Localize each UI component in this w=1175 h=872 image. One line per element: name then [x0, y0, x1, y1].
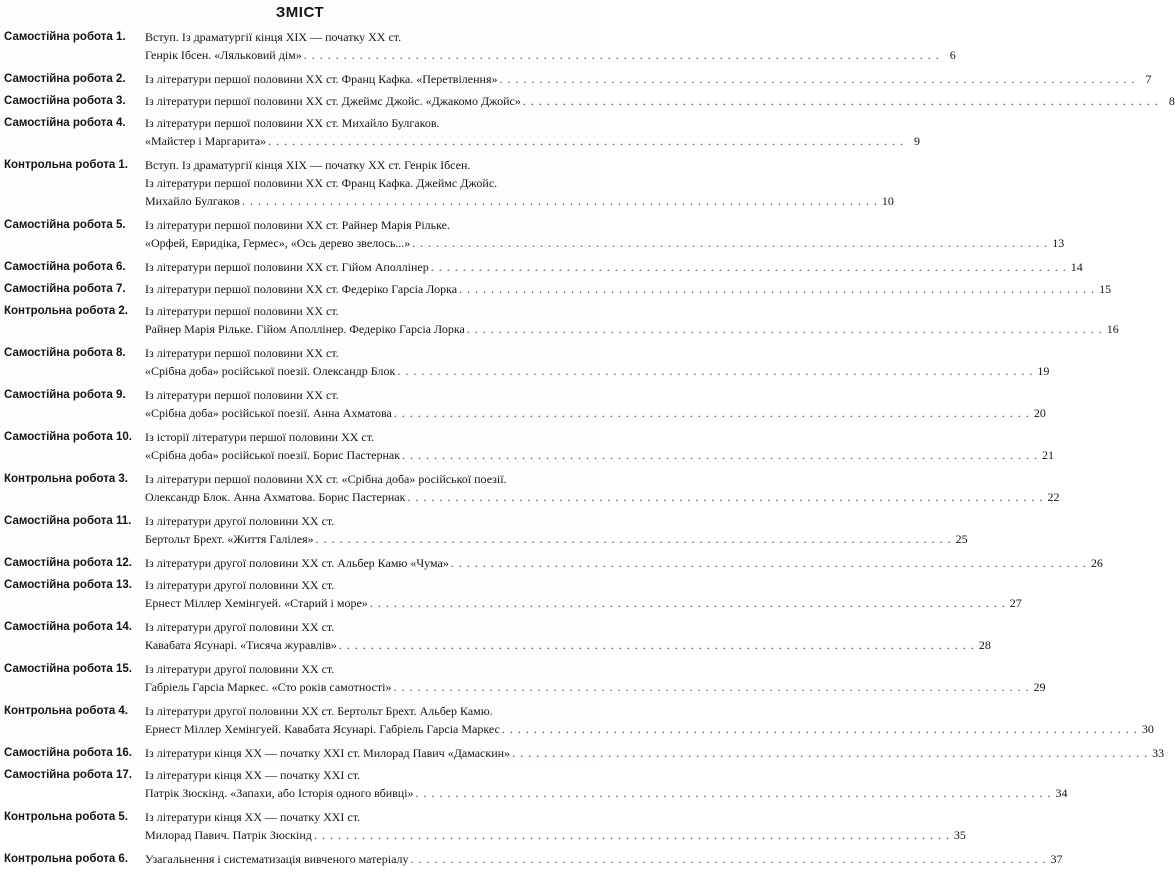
toc-entry-last-line	[145, 530, 968, 548]
toc-entry-line: Із літератури першої половини XX ст. Джеймс Джойс. «Джакомо Джойс»	[145, 94, 521, 108]
toc-entry-label: Самостійна робота 16.	[4, 747, 132, 759]
toc-entry-label: Контрольна робота 4.	[4, 705, 129, 717]
toc-entry-line: Вступ. Із драматургії кінця XIX — початку XX ст.	[145, 30, 402, 44]
toc-entry-line: Із літератури першої половини XX ст. Франц Кафка. Джеймс Джойс.	[145, 176, 498, 190]
toc-entry-label: Самостійна робота 9.	[4, 389, 126, 401]
dot-leader	[394, 678, 1030, 696]
toc-entry-title	[145, 744, 1164, 762]
toc-entry	[4, 28, 956, 64]
toc-entry-last-line	[145, 636, 991, 654]
dot-leader	[242, 192, 878, 210]
toc-entry-label: Самостійна робота 15.	[4, 663, 132, 675]
toc-entry-last-line	[145, 46, 956, 64]
toc-entry-line: «Срібна доба» російської поезії. Олександр Блок	[145, 364, 396, 378]
page-number: 13	[1052, 236, 1065, 250]
toc-entry-last-line	[145, 234, 1064, 252]
toc-entry-last-line	[145, 594, 1022, 612]
toc-entry-title	[145, 70, 1151, 88]
dot-leader	[502, 720, 1138, 738]
toc-entry	[4, 70, 1152, 88]
toc-entry-title	[145, 470, 1059, 506]
toc-entry-last-line	[145, 720, 1154, 738]
toc-entry-line: Із літератури першої половини XX ст.	[145, 346, 339, 360]
toc-entry-last-line	[145, 192, 894, 210]
toc-entry-title	[145, 28, 956, 64]
toc-entry-title	[145, 808, 966, 844]
dot-leader	[314, 826, 950, 844]
toc-entry-label: Самостійна робота 4.	[4, 117, 126, 129]
toc-entry	[4, 576, 1022, 612]
page-number: 19	[1037, 364, 1050, 378]
toc-entry-line: Олександр Блок. Анна Ахматова. Борис Пастернак	[145, 490, 406, 504]
toc-entry-last-line	[145, 70, 1151, 88]
toc-entry-label: Самостійна робота 6.	[4, 261, 126, 273]
toc-entry-title	[145, 702, 1154, 738]
page-number: 35	[953, 828, 966, 842]
toc-entry-label: Самостійна робота 8.	[4, 347, 126, 359]
toc-entry-line: «Срібна доба» російської поезії. Борис Пастернак	[145, 448, 401, 462]
toc-entry-line: Узагальнення і систематизація вивченого матеріалу	[145, 852, 409, 866]
toc-entry-label: Самостійна робота 17.	[4, 769, 132, 781]
toc-entry-last-line	[145, 92, 1175, 110]
toc-entry-label: Самостійна робота 3.	[4, 95, 126, 107]
toc-entry-line: Райнер Марія Рільке. Гійом Аполлінер. Федеріко Гарсіа Лорка	[145, 322, 465, 336]
dot-leader	[416, 784, 1052, 802]
toc-entry	[4, 850, 1063, 868]
toc-entry-line: Ернест Міллер Хемінгуей. Кавабата Ясунарі. Габріель Гарсіа Маркес	[145, 722, 500, 736]
toc-entry-label: Самостійна робота 13.	[4, 579, 132, 591]
toc-entry	[4, 428, 1055, 464]
toc-entry-title	[145, 618, 991, 654]
page-title: ЗМІСТ	[275, 4, 325, 21]
toc-entry-line: Із літератури першої половини XX ст. «Срібна доба» російської поезії.	[145, 472, 507, 486]
toc-entry-line: Патрік Зюскінд. «Запахи, або Історія одного вбивці»	[145, 786, 414, 800]
toc-entry-title	[145, 660, 1046, 696]
dot-leader	[411, 850, 1047, 868]
toc-entry	[4, 280, 1112, 298]
toc-entry-last-line	[145, 132, 920, 150]
toc-entry-title	[145, 428, 1054, 464]
dot-leader	[459, 280, 1095, 298]
dot-leader	[394, 404, 1030, 422]
page-number: 34	[1055, 786, 1068, 800]
page-number: 22	[1047, 490, 1060, 504]
toc-entry-line: Із літератури першої половини XX ст. Михайло Булгаков.	[145, 116, 440, 130]
toc-entry-last-line	[145, 362, 1049, 380]
toc-entry	[4, 808, 966, 844]
toc-entry-label: Самостійна робота 14.	[4, 621, 132, 633]
toc-entry	[4, 470, 1060, 506]
toc-entry-line: «Майстер і Маргарита»	[145, 134, 267, 148]
toc-entry-last-line	[145, 678, 1046, 696]
dot-leader	[397, 362, 1033, 380]
toc-entry-label: Самостійна робота 12.	[4, 557, 132, 569]
page-number: 20	[1033, 406, 1046, 420]
toc-entry-label: Самостійна робота 5.	[4, 219, 126, 231]
toc-entry-line: Із літератури першої половини XX ст. Райнер Марія Рільке.	[145, 218, 451, 232]
toc-entry-line: Із літератури кінця XX — початку XXI ст.	[145, 768, 361, 782]
table-of-contents	[4, 28, 1175, 872]
page-number: 28	[978, 638, 991, 652]
toc-entry-label: Самостійна робота 7.	[4, 283, 126, 295]
toc-entry-title	[145, 114, 920, 150]
toc-entry-label: Контрольна робота 2.	[4, 305, 129, 317]
toc-entry-title	[145, 302, 1119, 338]
toc-entry-title	[145, 850, 1063, 868]
dot-leader	[451, 554, 1087, 572]
toc-entry-last-line	[145, 554, 1103, 572]
page-number: 14	[1070, 260, 1083, 274]
toc-entry-line: Із історії літератури першої половини XX ст.	[145, 430, 375, 444]
toc-entry-line: Ернест Міллер Хемінгуей. «Старий і море»	[145, 596, 368, 610]
toc-entry	[4, 344, 1050, 380]
toc-entry-line: Із літератури першої половини XX ст. Федеріко Гарсіа Лорка	[145, 282, 458, 296]
toc-entry-line: Із літератури першої половини XX ст. Гійом Аполлінер	[145, 260, 429, 274]
toc-entry-label: Контрольна робота 1.	[4, 159, 129, 171]
dot-leader	[412, 234, 1048, 252]
toc-entry-line: Габріель Гарсіа Маркес. «Сто років самотності»	[145, 680, 392, 694]
dot-leader	[431, 258, 1067, 276]
toc-entry-label: Контрольна робота 5.	[4, 811, 129, 823]
page-number: 30	[1141, 722, 1154, 736]
toc-entry-line: Із літератури кінця XX — початку XXI ст.	[145, 810, 361, 824]
toc-entry-last-line	[145, 404, 1046, 422]
toc-entry-line: Із літератури другої половини XX ст.	[145, 620, 335, 634]
page-number: 10	[881, 194, 894, 208]
toc-entry-line: Із літератури другої половини XX ст.	[145, 514, 335, 528]
toc-entry-last-line	[145, 488, 1059, 506]
toc-entry	[4, 554, 1103, 572]
dot-leader	[407, 488, 1043, 506]
toc-entry	[4, 512, 968, 548]
toc-entry-last-line	[145, 258, 1083, 276]
dot-leader	[512, 744, 1148, 762]
page-number: 27	[1009, 596, 1022, 610]
toc-entry-line: «Срібна доба» російської поезії. Анна Ахматова	[145, 406, 392, 420]
dot-leader	[268, 132, 904, 150]
toc-entry	[4, 766, 1068, 802]
page-number: 29	[1033, 680, 1046, 694]
toc-entry-line: Із літератури другої половини XX ст. Бертольт Брехт. Альбер Камю.	[145, 704, 493, 718]
toc-entry-last-line	[145, 320, 1119, 338]
toc-entry	[4, 702, 1154, 738]
toc-entry-line: Із літератури кінця XX — початку XXI ст. Милорад Павич «Дамаскин»	[145, 746, 511, 760]
toc-entry-line: Бертольт Брехт. «Життя Галілея»	[145, 532, 314, 546]
toc-entry-title	[145, 554, 1103, 572]
toc-entry-line: Кавабата Ясунарі. «Тисяча журавлів»	[145, 638, 337, 652]
toc-entry-title	[145, 386, 1046, 422]
toc-entry-title	[145, 280, 1111, 298]
toc-entry-line: Із літератури другої половини XX ст.	[145, 662, 335, 676]
toc-entry-line: Із літератури першої половини XX ст.	[145, 388, 339, 402]
dot-leader	[523, 92, 1159, 110]
page-number: 37	[1050, 852, 1063, 866]
toc-entry-line: Вступ. Із драматургії кінця XIX — початку XX ст. Генрік Ібсен.	[145, 158, 471, 172]
page-number: 21	[1042, 448, 1055, 462]
dot-leader	[370, 594, 1006, 612]
toc-entry-line: Із літератури другої половини XX ст. Альбер Камю «Чума»	[145, 556, 449, 570]
toc-entry-title	[145, 258, 1083, 276]
toc-entry	[4, 660, 1046, 696]
toc-entry-last-line	[145, 826, 966, 844]
dot-leader	[402, 446, 1038, 464]
page-number: 15	[1099, 282, 1112, 296]
toc-entry-label: Самостійна робота 10.	[4, 431, 132, 443]
dot-leader	[304, 46, 940, 64]
toc-entry	[4, 302, 1119, 338]
page-number: 25	[955, 532, 968, 546]
toc-entry	[4, 156, 894, 210]
toc-entry-label: Контрольна робота 6.	[4, 853, 129, 865]
toc-entry-line: Із літератури першої половини XX ст.	[145, 304, 339, 318]
dot-leader	[467, 320, 1103, 338]
toc-entry	[4, 258, 1083, 276]
toc-entry-line: Із літератури другої половини XX ст.	[145, 578, 335, 592]
toc-entry-title	[145, 92, 1175, 110]
toc-entry-title	[145, 576, 1022, 612]
page-number: 8	[1168, 94, 1175, 108]
toc-entry-title	[145, 766, 1068, 802]
page-number: 26	[1090, 556, 1103, 570]
page-number: 33	[1152, 746, 1165, 760]
toc-entry-label: Контрольна робота 3.	[4, 473, 129, 485]
toc-entry-last-line	[145, 280, 1111, 298]
toc-entry-label: Самостійна робота 1.	[4, 31, 126, 43]
toc-entry-line: Милорад Павич. Патрік Зюскінд	[145, 828, 312, 842]
toc-entry-label: Самостійна робота 11.	[4, 515, 132, 527]
toc-entry-line: Михайло Булгаков	[145, 194, 240, 208]
toc-entry-line: Генрік Ібсен. «Лялькoвий дім»	[145, 48, 302, 62]
page-number: 7	[1145, 72, 1152, 86]
toc-entry-last-line	[145, 446, 1054, 464]
page-number: 6	[949, 48, 956, 62]
toc-entry-title	[145, 512, 968, 548]
toc-entry	[4, 618, 991, 654]
toc-entry	[4, 744, 1165, 762]
page-number: 9	[914, 134, 921, 148]
toc-entry-label: Самостійна робота 2.	[4, 73, 126, 85]
toc-entry-line: Із літератури першої половини XX ст. Франц Кафка. «Перетвілення»	[145, 72, 498, 86]
dot-leader	[339, 636, 975, 654]
toc-entry-last-line	[145, 784, 1068, 802]
toc-entry-last-line	[145, 744, 1164, 762]
toc-entry	[4, 386, 1046, 422]
dot-leader	[316, 530, 952, 548]
toc-entry-title	[145, 156, 894, 210]
toc-entry-title	[145, 216, 1064, 252]
toc-entry-line: «Орфей, Евридіка, Гермес», «Ось дерево звелось...»	[145, 236, 411, 250]
toc-entry	[4, 114, 921, 150]
toc-entry-title	[145, 344, 1049, 380]
toc-entry	[4, 216, 1065, 252]
toc-entry	[4, 92, 1175, 110]
dot-leader	[499, 70, 1135, 88]
toc-entry-last-line	[145, 850, 1063, 868]
page-number: 16	[1106, 322, 1119, 336]
